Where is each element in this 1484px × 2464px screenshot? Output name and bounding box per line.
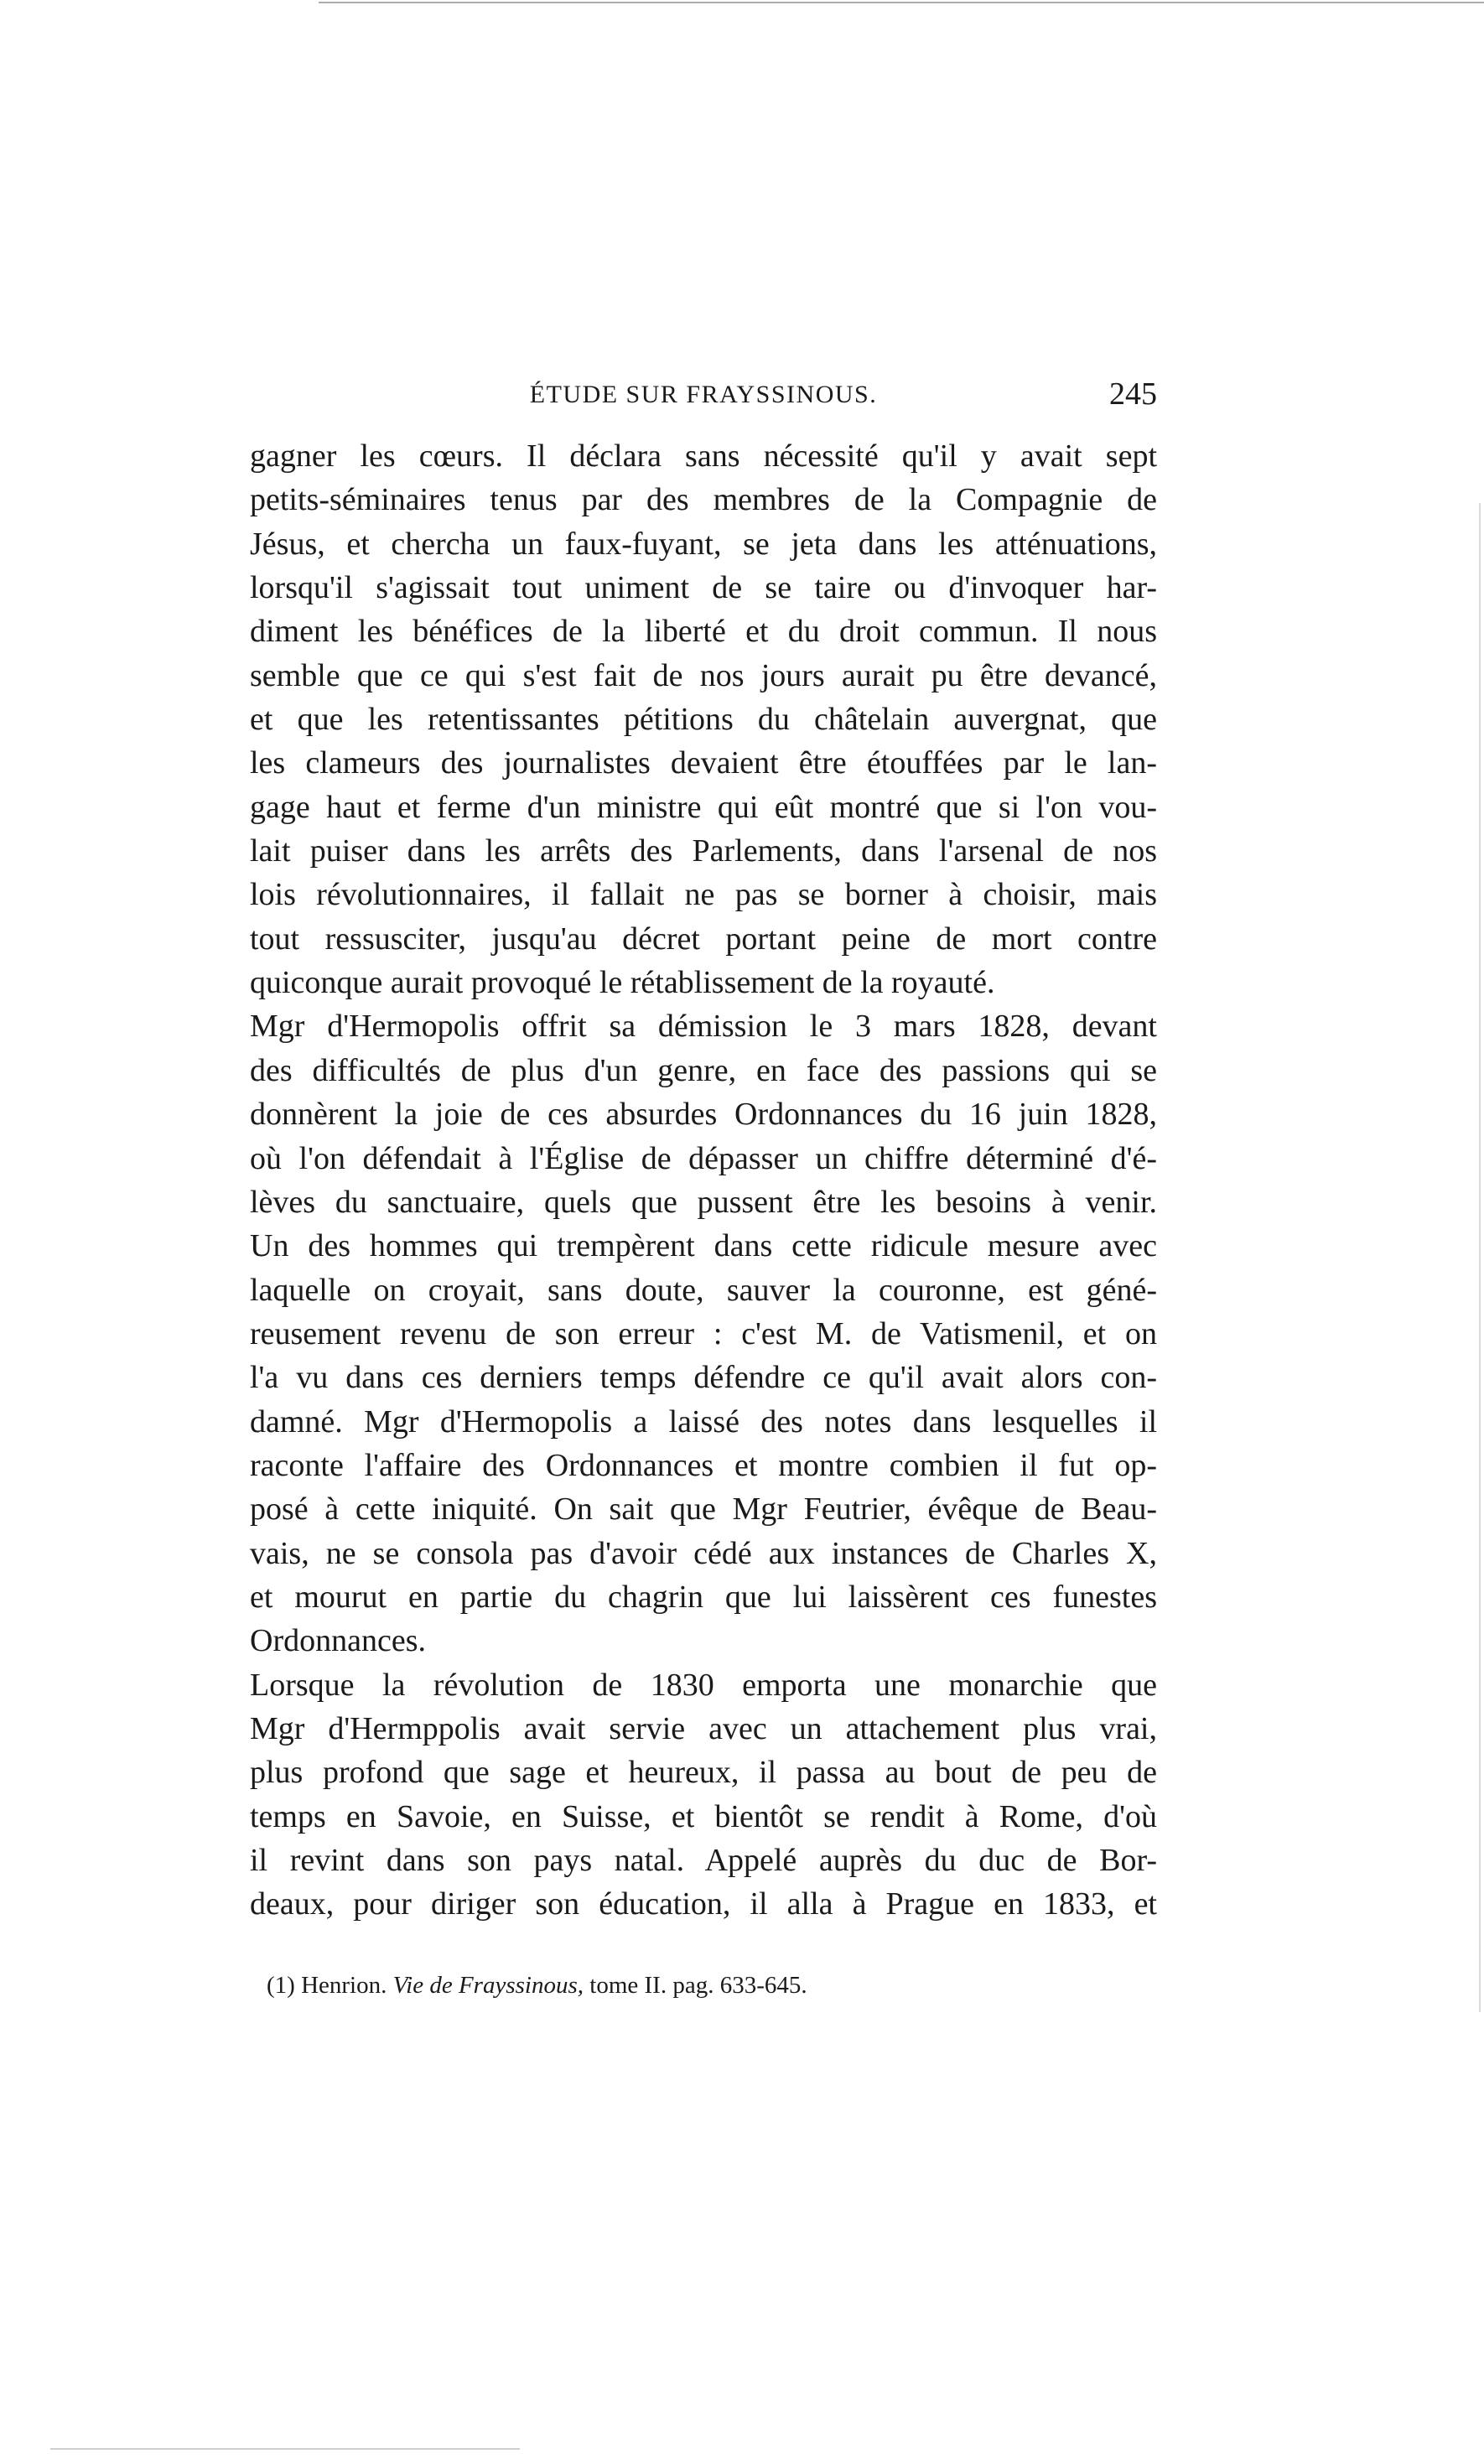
text-line: Ordonnances. — [250, 1623, 426, 1659]
text-line: Mgr d'Hermppolis avait servie avec un attachement plus vrai, — [250, 1710, 1157, 1746]
running-head — [250, 374, 1157, 424]
text-line: les clameurs des journalistes devaient être étouffées par le lan- — [250, 745, 1157, 781]
text-line: petits-séminaires tenus par des membres de la Compagnie de — [250, 482, 1157, 518]
page-edge-bottom — [50, 2448, 520, 2450]
text-line: plus profond que sage et heureux, il passa au bout de peu de — [250, 1755, 1157, 1791]
text-line: damné. Mgr d'Hermopolis a laissé des notes dans lesquelles il — [250, 1403, 1157, 1439]
text-line: lois révolutionnaires, il fallait ne pas se borner à choisir, mais — [250, 877, 1157, 913]
page-edge-top — [319, 2, 1484, 3]
text-line: lèves du sanctuaire, quels que pussent être les besoins à venir. — [250, 1184, 1157, 1220]
page-edge-right — [1479, 503, 1481, 2012]
text-line: et que les retentissantes pétitions du châtelain auvergnat, que — [250, 702, 1157, 738]
paragraph-start-line: Mgr d'Hermopolis offrit sa démission le 3 mars 1828, devant — [250, 1009, 1157, 1045]
text-line: gage haut et ferme d'un ministre qui eût montré que si l'on vou- — [250, 789, 1157, 825]
footnote-reference: tome II. pag. 633-645. — [589, 1972, 807, 1999]
text-line: l'a vu dans ces derniers temps défendre ce qu'il avait alors con- — [250, 1360, 1157, 1396]
text-line: lorsqu'il s'agissait tout uniment de se taire ou d'invoquer har- — [250, 570, 1157, 606]
text-line: lait puiser dans les arrêts des Parlements, dans l'arsenal de nos — [250, 833, 1157, 869]
footnote — [267, 1972, 807, 2000]
text-line: donnèrent la joie de ces absurdes Ordonnances du 16 juin 1828, — [250, 1097, 1157, 1133]
text-line: Un des hommes qui trempèrent dans cette ridicule mesure avec — [250, 1228, 1157, 1264]
body-text — [250, 434, 1157, 1927]
page-number: 245 — [1109, 376, 1157, 412]
footnote-title: Vie de Frayssinous, — [392, 1972, 584, 1999]
paragraph-start-line: Lorsque la révolution de 1830 emporta une monarchie que — [250, 1667, 1157, 1703]
text-line: il revint dans son pays natal. Appelé auprès du duc de Bor- — [250, 1843, 1157, 1878]
text-line: Jésus, et chercha un faux-fuyant, se jeta dans les atténuations, — [250, 526, 1157, 562]
text-line: diment les bénéfices de la liberté et du droit commun. Il nous — [250, 614, 1157, 650]
footnote-author: Henrion. — [301, 1972, 387, 1999]
text-line: vais, ne se consola pas d'avoir cédé aux instances de Charles X, — [250, 1535, 1157, 1571]
text-line: où l'on défendait à l'Église de dépasser un chiffre déterminé d'é- — [250, 1140, 1157, 1176]
text-line: semble que ce qui s'est fait de nos jours aurait pu être devancé, — [250, 657, 1157, 693]
text-line: gagner les cœurs. Il déclara sans nécessité qu'il y avait sept — [250, 438, 1157, 474]
text-line: des difficultés de plus d'un genre, en face des passions qui se — [250, 1052, 1157, 1088]
running-title: ÉTUDE SUR FRAYSSINOUS. — [529, 381, 878, 408]
text-line: quiconque aurait provoqué le rétablissement de la royauté. — [250, 965, 995, 1001]
text-line: posé à cette iniquité. On sait que Mgr Feutrier, évêque de Beau- — [250, 1491, 1157, 1528]
text-line: tout ressusciter, jusqu'au décret portant peine de mort contre — [250, 921, 1157, 957]
text-line: temps en Savoie, en Suisse, et bientôt se rendit à Rome, d'où — [250, 1798, 1157, 1834]
text-line: laquelle on croyait, sans doute, sauver la couronne, est géné- — [250, 1272, 1157, 1308]
footnote-marker: (1) — [267, 1972, 295, 1999]
text-line: deaux, pour diriger son éducation, il alla à Prague en 1833, et — [250, 1886, 1157, 1922]
text-line: reusement revenu de son erreur : c'est M. de Vatismenil, et on — [250, 1315, 1157, 1351]
text-line: et mourut en partie du chagrin que lui laissèrent ces funestes — [250, 1579, 1157, 1615]
text-line: raconte l'affaire des Ordonnances et montre combien il fut op- — [250, 1447, 1157, 1483]
